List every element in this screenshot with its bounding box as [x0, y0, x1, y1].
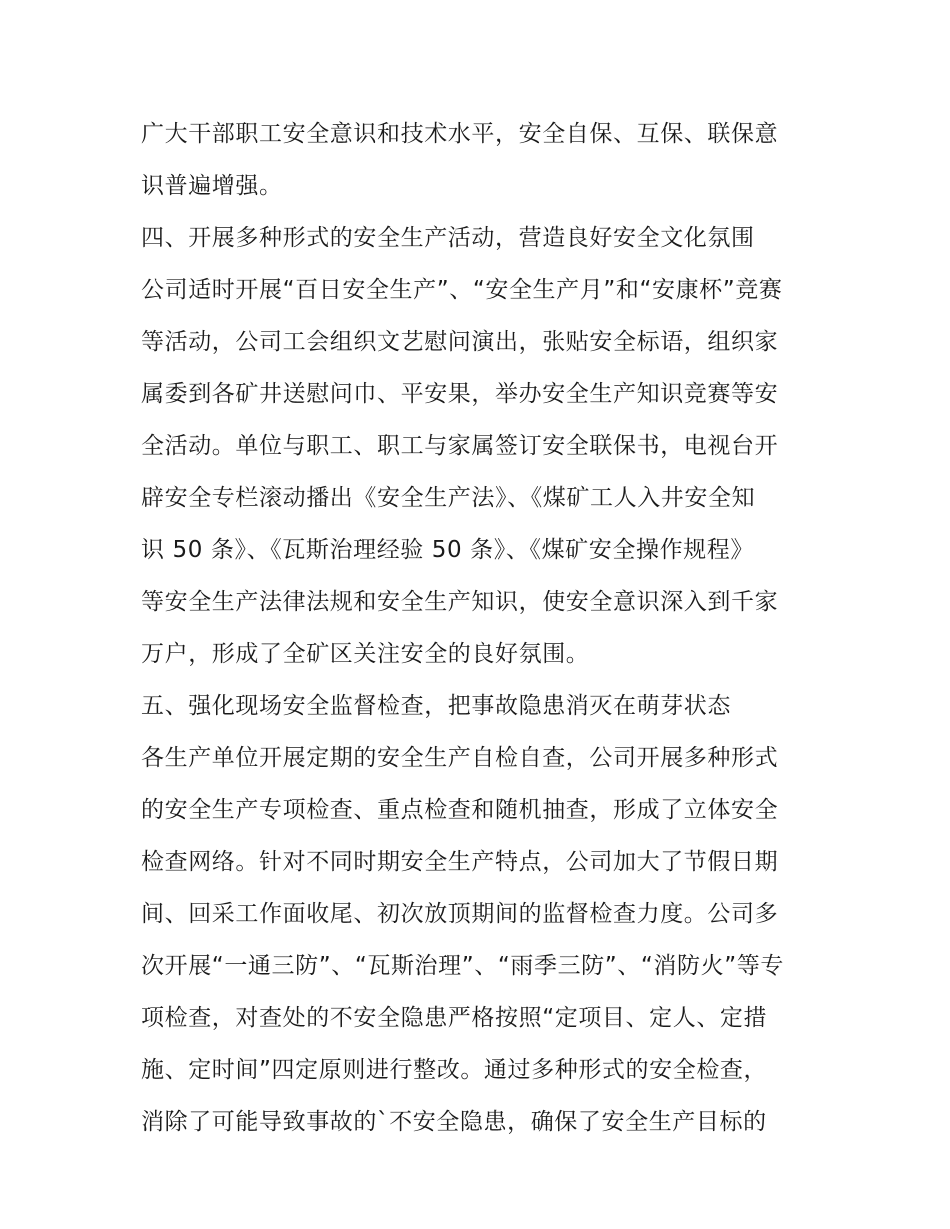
- text-line: 施、定时间”四定原则进行整改。通过多种形式的安全检查，: [141, 1057, 768, 1083]
- text-line: 万户，形成了全矿区关注安全的良好氛围。: [141, 641, 590, 667]
- text-line: 的安全生产专项检查、重点检查和随机抽查，形成了立体安全: [141, 797, 779, 823]
- text-line: 辟安全专栏滚动播出《安全生产法》、《煤矿工人入井安全知: [141, 485, 756, 511]
- text-line: 识普遍增强。: [141, 173, 283, 199]
- text-line: 各生产单位开展定期的安全生产自检自查，公司开展多种形式: [141, 745, 779, 771]
- text-line: 等活动，公司工会组织文艺慰问演出，张贴安全标语，组织家: [141, 329, 779, 355]
- section-heading-4: 四、开展多种形式的安全生产活动，营造良好安全文化氛围: [141, 225, 755, 251]
- text-line: 等安全生产法律法规和安全生产知识，使安全意识深入到千家: [141, 589, 779, 615]
- text-line: 消除了可能导致事故的`不安全隐患，确保了安全生产目标的: [141, 1109, 767, 1135]
- body-text: [141, 108, 821, 1148]
- section-heading-5: 五、强化现场安全监督检查，把事故隐患消灭在萌芽状态: [141, 693, 731, 719]
- text-line: 间、回采工作面收尾、初次放顶期间的监督检查力度。公司多: [141, 901, 779, 927]
- text-line: 全活动。单位与职工、职工与家属签订安全联保书，电视台开: [141, 433, 779, 459]
- text-line: 识 50 条》、《瓦斯治理经验 50 条》、《煤矿安全操作规程》: [141, 537, 754, 563]
- text-line: 检查网络。针对不同时期安全生产特点，公司加大了节假日期: [141, 849, 779, 875]
- text-line: 次开展“一通三防”、“瓦斯治理”、“雨季三防”、“消防火”等专: [141, 953, 784, 979]
- text-line: 属委到各矿井送慰问巾、平安果，举办安全生产知识竞赛等安: [141, 381, 779, 407]
- text-line: 项检查，对查处的不安全隐患严格按照“定项目、定人、定措: [141, 1005, 768, 1031]
- text-line: 公司适时开展“百日安全生产”、“安全生产月”和“安康杯”竞赛: [141, 277, 783, 303]
- text-line: 广大干部职工安全意识和技术水平，安全自保、互保、联保意: [141, 121, 779, 147]
